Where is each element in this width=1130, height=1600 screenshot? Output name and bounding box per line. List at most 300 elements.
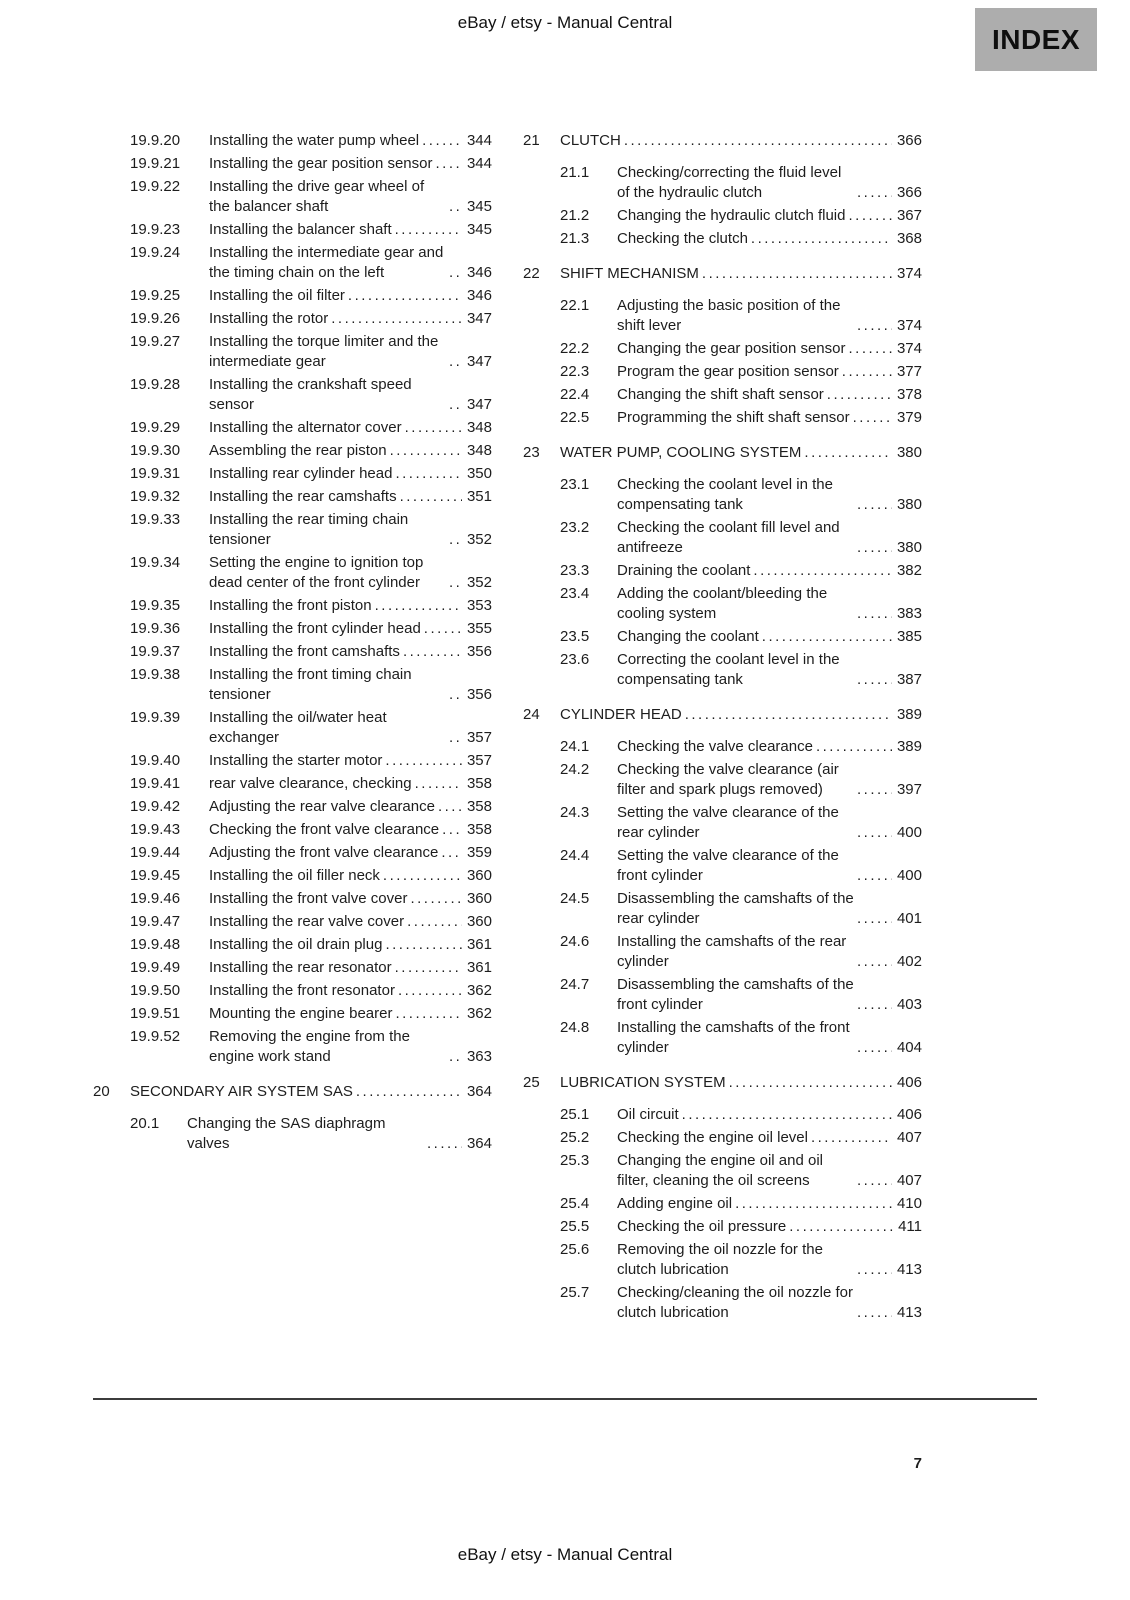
dot-leader	[827, 385, 892, 405]
toc-entry-row	[523, 206, 922, 226]
entry-page: 374	[896, 317, 922, 334]
entry-label: Programming the shift shaft sensor	[617, 409, 850, 426]
toc-entry-row	[93, 1114, 492, 1154]
entry-label: Setting the engine to ignition top dead center of the front cylinder	[209, 554, 424, 591]
toc-entry-row	[93, 154, 492, 174]
entry-number: 22.5	[560, 409, 590, 426]
dot-leader	[383, 866, 462, 886]
dot-leader	[857, 952, 892, 972]
toc-entry-row	[523, 803, 922, 843]
entry-number: 21.1	[560, 164, 590, 181]
dot-leader	[410, 889, 462, 909]
header-title: eBay / etsy - Manual Central	[457, 13, 673, 32]
dot-leader	[857, 670, 892, 690]
dot-leader	[435, 154, 461, 174]
entry-page: 358	[466, 775, 492, 792]
toc-entry-row	[523, 584, 922, 624]
entry-label: Installing the front piston	[209, 597, 372, 614]
entry-number: 19.9.47	[130, 913, 181, 930]
entry-number: 25.5	[560, 1218, 590, 1235]
toc-entry-row	[93, 375, 492, 415]
entry-page: 374	[896, 340, 922, 357]
toc-entry-row	[93, 981, 492, 1001]
entry-page: 366	[896, 132, 922, 149]
entry-page: 407	[896, 1172, 922, 1189]
entry-page: 352	[466, 531, 492, 548]
entry-label: Installing the oil drain plug	[209, 936, 383, 953]
dot-leader	[753, 561, 892, 581]
entry-number: 19.9.25	[130, 287, 181, 304]
entry-label: Checking/correcting the fluid level of the hydraulic clutch	[617, 164, 842, 201]
dot-leader	[395, 464, 462, 484]
toc-entry-row	[93, 131, 492, 151]
dot-leader	[331, 309, 462, 329]
entry-page: 400	[896, 824, 922, 841]
entry-label: Installing the rear valve cover	[209, 913, 405, 930]
entry-number: 25.3	[560, 1152, 590, 1169]
dot-leader	[449, 728, 462, 748]
entry-page: 361	[466, 959, 492, 976]
dot-leader	[857, 1303, 892, 1323]
entry-label: Installing the drive gear wheel of the balancer shaft	[209, 178, 425, 215]
dot-leader	[449, 685, 462, 705]
entry-label: Setting the valve clearance of the front cylinder	[617, 847, 839, 884]
entry-number: 24.7	[560, 976, 590, 993]
entry-label: SHIFT MECHANISM	[560, 265, 699, 282]
dot-leader	[395, 220, 462, 240]
entry-page: 389	[896, 738, 922, 755]
entry-number: 19.9.36	[130, 620, 181, 637]
entry-label: Adding engine oil	[617, 1195, 733, 1212]
entry-page: 346	[466, 264, 492, 281]
entry-number: 24.1	[560, 738, 590, 755]
entry-page: 358	[466, 821, 492, 838]
entry-label: Checking the coolant level in the compensating tank	[617, 476, 833, 513]
dot-leader	[702, 264, 892, 284]
entry-label: CLUTCH	[560, 132, 621, 149]
entry-label: Installing rear cylinder head	[209, 465, 393, 482]
entry-number: 19.9.23	[130, 221, 181, 238]
entry-label: Checking the front valve clearance	[209, 821, 440, 838]
dot-leader	[438, 797, 462, 817]
toc-entry-row	[523, 760, 922, 800]
toc-entry-row	[93, 958, 492, 978]
entry-label: Installing the oil/water heat exchanger	[209, 709, 387, 746]
entry-number: 19.9.32	[130, 488, 181, 505]
toc-entry-row	[523, 1194, 922, 1214]
toc-entry-row	[523, 650, 922, 690]
entry-page: 360	[466, 913, 492, 930]
entry-label: Correcting the coolant level in the compensating tank	[617, 651, 840, 688]
entry-label: Oil circuit	[617, 1106, 679, 1123]
entry-number: 19.9.34	[130, 554, 181, 571]
entry-number: 25	[523, 1074, 540, 1091]
entry-number: 21	[523, 132, 540, 149]
toc-entry-row	[93, 510, 492, 550]
dot-leader	[857, 995, 892, 1015]
entry-label: WATER PUMP, COOLING SYSTEM	[560, 444, 802, 461]
entry-label: Installing the front camshafts	[209, 643, 400, 660]
entry-page: 351	[466, 488, 492, 505]
entry-number: 19.9.31	[130, 465, 181, 482]
entry-number: 19.9.41	[130, 775, 181, 792]
entry-page: 411	[898, 1218, 922, 1235]
entry-number: 20.1	[130, 1115, 160, 1132]
toc-entry-row	[93, 642, 492, 662]
entry-number: 22	[523, 265, 540, 282]
entry-label: Installing the oil filter	[209, 287, 345, 304]
entry-number: 19.9.39	[130, 709, 181, 726]
entry-number: 21.3	[560, 230, 590, 247]
toc-entry-row	[523, 362, 922, 382]
dot-leader	[405, 418, 462, 438]
toc-entry-row	[93, 751, 492, 771]
entry-label: Checking the engine oil level	[617, 1129, 808, 1146]
toc-entry-row	[93, 665, 492, 705]
dot-leader	[390, 441, 462, 461]
dot-leader	[853, 408, 892, 428]
entry-page: 413	[896, 1261, 922, 1278]
entry-label: Setting the valve clearance of the rear cylinder	[617, 804, 839, 841]
entry-label: Adjusting the front valve clearance	[209, 844, 439, 861]
entry-page: 360	[466, 867, 492, 884]
entry-number: 19.9.40	[130, 752, 181, 769]
entry-page: 378	[896, 386, 922, 403]
entry-label: Changing the engine oil and oil filter, cleaning the oil screens	[617, 1152, 823, 1189]
entry-number: 19.9.44	[130, 844, 181, 861]
entry-number: 24.4	[560, 847, 590, 864]
entry-page: 387	[896, 671, 922, 688]
entry-number: 23.1	[560, 476, 590, 493]
entry-number: 19.9.52	[130, 1028, 181, 1045]
dot-leader	[789, 1217, 893, 1237]
dot-leader	[400, 487, 462, 507]
entry-number: 19.9.50	[130, 982, 181, 999]
entry-number: 19.9.33	[130, 511, 181, 528]
dot-leader	[442, 820, 462, 840]
toc-entry-row	[93, 866, 492, 886]
entry-label: Installing the balancer shaft	[209, 221, 392, 238]
footer-divider	[93, 1398, 1037, 1400]
toc-entry-row	[93, 708, 492, 748]
entry-label: Changing the hydraulic clutch fluid	[617, 207, 846, 224]
entry-label: Checking the valve clearance (air filter and spark plugs removed)	[617, 761, 839, 798]
entry-number: 19.9.51	[130, 1005, 181, 1022]
toc-chapter-row	[523, 443, 922, 463]
dot-leader	[816, 737, 892, 757]
toc-entry-row	[93, 553, 492, 593]
toc-column-right	[523, 131, 922, 1326]
entry-number: 23.5	[560, 628, 590, 645]
toc-chapter-row	[523, 1073, 922, 1093]
entry-page: 353	[466, 597, 492, 614]
entry-page: 356	[466, 643, 492, 660]
entry-number: 19.9.26	[130, 310, 181, 327]
entry-page: 362	[466, 982, 492, 999]
entry-page: 362	[466, 1005, 492, 1022]
entry-label: Installing the rear camshafts	[209, 488, 397, 505]
entry-number: 24	[523, 706, 540, 723]
entry-number: 23.3	[560, 562, 590, 579]
entry-label: Installing the rear timing chain tensioner	[209, 511, 409, 548]
entry-page: 366	[896, 184, 922, 201]
toc-entry-row	[523, 846, 922, 886]
entry-page: 364	[466, 1135, 492, 1152]
toc-entry-row	[93, 843, 492, 863]
toc-entry-row	[93, 487, 492, 507]
entry-page: 382	[896, 562, 922, 579]
dot-leader	[398, 981, 462, 1001]
entry-page: 406	[896, 1074, 922, 1091]
entry-page: 407	[896, 1129, 922, 1146]
dot-leader	[857, 780, 892, 800]
entry-page: 361	[466, 936, 492, 953]
entry-page: 350	[466, 465, 492, 482]
entry-label: Changing the SAS diaphragm valves	[187, 1115, 386, 1152]
entry-label: Installing the water pump wheel	[209, 132, 420, 149]
entry-page: 348	[466, 419, 492, 436]
toc-entry-row	[523, 889, 922, 929]
index-badge: INDEX	[975, 8, 1097, 71]
entry-label: Changing the coolant	[617, 628, 759, 645]
entry-page: 358	[466, 798, 492, 815]
entry-number: 19.9.37	[130, 643, 181, 660]
toc-entry-row	[523, 163, 922, 203]
dot-leader	[407, 912, 462, 932]
entry-label: Installing the gear position sensor	[209, 155, 433, 172]
dot-leader	[422, 131, 462, 151]
toc-entry-row	[93, 820, 492, 840]
toc-entry-row	[523, 1217, 922, 1237]
entry-label: rear valve clearance, checking	[209, 775, 412, 792]
entry-page: 389	[896, 706, 922, 723]
toc-entry-row	[523, 1128, 922, 1148]
dot-leader	[449, 352, 462, 372]
dot-leader	[424, 619, 462, 639]
entry-label: Checking the coolant fill level and antifreeze	[617, 519, 840, 556]
dot-leader	[857, 909, 892, 929]
toc-entry-row	[93, 309, 492, 329]
entry-label: Adjusting the rear valve clearance	[209, 798, 435, 815]
dot-leader	[449, 197, 462, 217]
dot-leader	[857, 1260, 892, 1280]
toc-entry-row	[523, 518, 922, 558]
entry-page: 413	[896, 1304, 922, 1321]
entry-page: 345	[466, 198, 492, 215]
entry-page: 348	[466, 442, 492, 459]
toc-entry-row	[93, 774, 492, 794]
entry-number: 19.9.30	[130, 442, 181, 459]
dot-leader	[395, 1004, 462, 1024]
entry-label: Adjusting the basic position of the shift lever	[617, 297, 841, 334]
entry-page: 403	[896, 996, 922, 1013]
dot-leader	[751, 229, 892, 249]
entry-page: 344	[466, 155, 492, 172]
toc-entry-row	[523, 561, 922, 581]
entry-label: Checking/cleaning the oil nozzle for clutch lubrication	[617, 1284, 853, 1321]
entry-number: 19.9.27	[130, 333, 181, 350]
entry-number: 24.3	[560, 804, 590, 821]
toc-entry-row	[93, 286, 492, 306]
entry-number: 22.1	[560, 297, 590, 314]
entry-number: 19.9.48	[130, 936, 181, 953]
entry-page: 368	[896, 230, 922, 247]
toc-entry-row	[93, 797, 492, 817]
dot-leader	[857, 1171, 892, 1191]
toc-entry-row	[93, 596, 492, 616]
entry-label: CYLINDER HEAD	[560, 706, 682, 723]
dot-leader	[385, 935, 462, 955]
entry-number: 20	[93, 1083, 110, 1100]
dot-leader	[375, 596, 462, 616]
toc-entry-row	[93, 332, 492, 372]
toc-entry-row	[93, 912, 492, 932]
entry-label: SECONDARY AIR SYSTEM SAS	[130, 1083, 353, 1100]
dot-leader	[449, 573, 462, 593]
dot-leader	[849, 339, 892, 359]
entry-page: 357	[466, 729, 492, 746]
entry-page: 380	[896, 539, 922, 556]
toc-column-left	[93, 131, 492, 1157]
entry-label: Changing the gear position sensor	[617, 340, 846, 357]
entry-number: 19.9.45	[130, 867, 181, 884]
entry-label: Installing the rotor	[209, 310, 329, 327]
entry-label: Adding the coolant/bleeding the cooling system	[617, 585, 828, 622]
toc-entry-row	[93, 1027, 492, 1067]
dot-leader	[356, 1082, 462, 1102]
dot-leader	[762, 627, 892, 647]
dot-leader	[857, 866, 892, 886]
entry-number: 23.6	[560, 651, 590, 668]
entry-page: 347	[466, 353, 492, 370]
toc-chapter-row	[523, 264, 922, 284]
dot-leader	[842, 362, 892, 382]
toc-chapter-row	[93, 1082, 492, 1102]
entry-label: Draining the coolant	[617, 562, 751, 579]
entry-page: 345	[466, 221, 492, 238]
dot-leader	[403, 642, 462, 662]
dot-leader	[857, 604, 892, 624]
entry-label: Installing the intermediate gear and the timing chain on the left	[209, 244, 444, 281]
dot-leader	[348, 286, 462, 306]
toc-entry-row	[93, 441, 492, 461]
entry-label: Removing the engine from the engine work stand	[209, 1028, 410, 1065]
entry-number: 22.2	[560, 340, 590, 357]
entry-number: 25.1	[560, 1106, 590, 1123]
dot-leader	[857, 538, 892, 558]
toc-entry-row	[93, 243, 492, 283]
entry-label: Checking the clutch	[617, 230, 748, 247]
entry-page: 363	[466, 1048, 492, 1065]
entry-label: Installing the oil filler neck	[209, 867, 380, 884]
entry-label: LUBRICATION SYSTEM	[560, 1074, 726, 1091]
entry-page: 401	[896, 910, 922, 927]
entry-page: 402	[896, 953, 922, 970]
toc-entry-row	[523, 1105, 922, 1125]
entry-page: 346	[466, 287, 492, 304]
entry-label: Program the gear position sensor	[617, 363, 839, 380]
entry-page: 357	[466, 752, 492, 769]
toc-entry-row	[523, 932, 922, 972]
toc-entry-row	[523, 296, 922, 336]
entry-number: 25.6	[560, 1241, 590, 1258]
entry-label: Installing the front timing chain tensioner	[209, 666, 412, 703]
entry-number: 19.9.20	[130, 132, 181, 149]
dot-leader	[848, 206, 891, 226]
entry-number: 19.9.21	[130, 155, 181, 172]
entry-page: 397	[896, 781, 922, 798]
entry-page: 367	[896, 207, 922, 224]
dot-leader	[857, 1038, 892, 1058]
toc-entry-row	[93, 418, 492, 438]
page-number: 7	[913, 1455, 922, 1472]
entry-label: Installing the starter motor	[209, 752, 383, 769]
entry-number: 19.9.29	[130, 419, 181, 436]
dot-leader	[729, 1073, 892, 1093]
dot-leader	[682, 1105, 892, 1125]
entry-number: 19.9.49	[130, 959, 181, 976]
entry-number: 24.5	[560, 890, 590, 907]
dot-leader	[735, 1194, 892, 1214]
entry-page: 347	[466, 396, 492, 413]
dot-leader	[624, 131, 892, 151]
entry-number: 19.9.42	[130, 798, 181, 815]
entry-page: 380	[896, 496, 922, 513]
entry-number: 25.4	[560, 1195, 590, 1212]
toc-entry-row	[523, 385, 922, 405]
toc-entry-row	[523, 1240, 922, 1280]
entry-label: Installing the front resonator	[209, 982, 395, 999]
entry-label: Installing the alternator cover	[209, 419, 402, 436]
entry-page: 344	[466, 132, 492, 149]
entry-page: 360	[466, 890, 492, 907]
toc-entry-row	[93, 619, 492, 639]
dot-leader	[811, 1128, 892, 1148]
toc-entry-row	[93, 177, 492, 217]
toc-entry-row	[523, 1151, 922, 1191]
entry-number: 24.2	[560, 761, 590, 778]
entry-page: 379	[896, 409, 922, 426]
entry-number: 19.9.35	[130, 597, 181, 614]
toc-entry-row	[523, 229, 922, 249]
entry-number: 23.2	[560, 519, 590, 536]
footer-title: eBay / etsy - Manual Central	[457, 1545, 673, 1564]
entry-page: 385	[896, 628, 922, 645]
dot-leader	[857, 183, 892, 203]
toc-entry-row	[523, 1018, 922, 1058]
entry-number: 19.9.24	[130, 244, 181, 261]
toc-entry-row	[93, 464, 492, 484]
entry-number: 25.7	[560, 1284, 590, 1301]
entry-number: 22.3	[560, 363, 590, 380]
entry-page: 377	[896, 363, 922, 380]
dot-leader	[441, 843, 462, 863]
entry-label: Installing the front cylinder head	[209, 620, 421, 637]
entry-label: Installing the crankshaft speed sensor	[209, 376, 412, 413]
entry-number: 24.8	[560, 1019, 590, 1036]
entry-page: 352	[466, 574, 492, 591]
entry-number: 23	[523, 444, 540, 461]
dot-leader	[449, 263, 462, 283]
entry-number: 21.2	[560, 207, 590, 224]
entry-label: Changing the shift shaft sensor	[617, 386, 824, 403]
entry-label: Installing the front valve cover	[209, 890, 408, 907]
toc-chapter-row	[523, 131, 922, 151]
toc-entry-row	[523, 627, 922, 647]
dot-leader	[449, 1047, 462, 1067]
dot-leader	[427, 1134, 462, 1154]
entry-number: 24.6	[560, 933, 590, 950]
